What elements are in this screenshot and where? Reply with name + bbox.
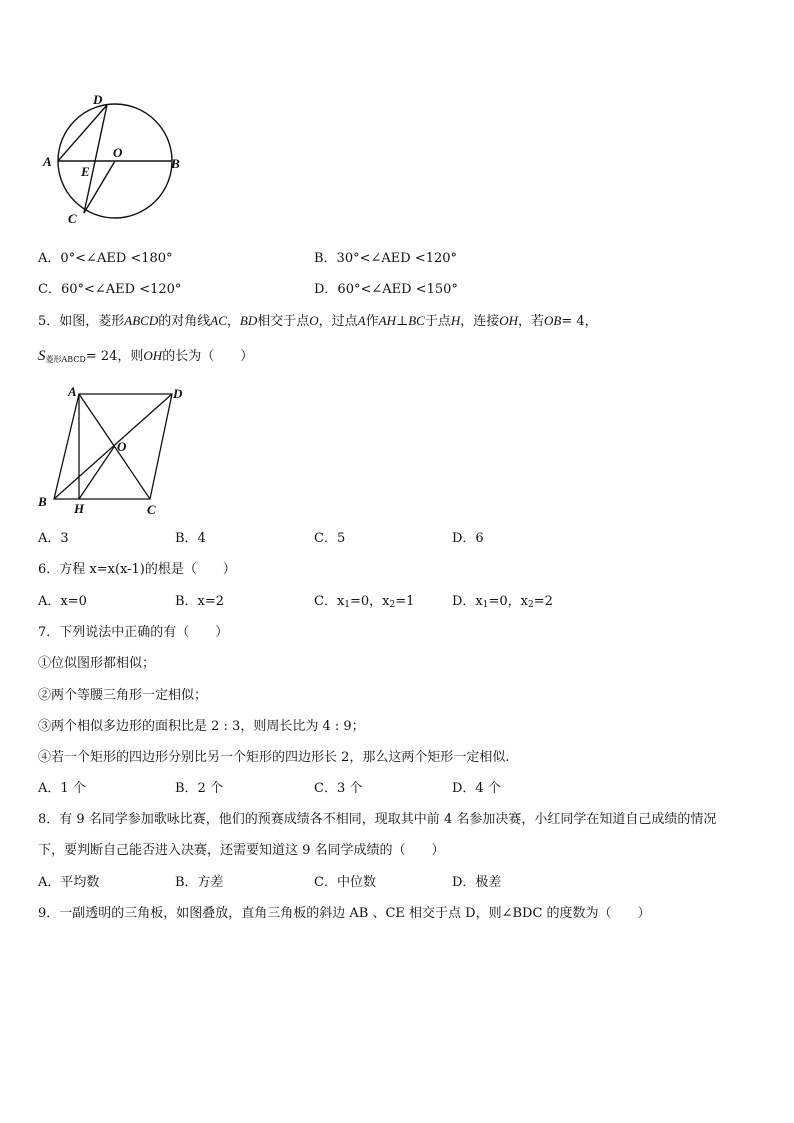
q5-stem-line1: 5．如图，菱形ABCD的对角线AC，BD相交于点O，过点A作AH⊥BC于点H，连接OH，若OB= 4， bbox=[38, 313, 598, 329]
diagonal-bd bbox=[54, 394, 172, 499]
label-a: A bbox=[68, 384, 77, 399]
label-o: O bbox=[113, 145, 123, 160]
label-e: E bbox=[81, 164, 90, 179]
q8-stem-line1: 8．有 9 名同学参加歌咏比赛，他们的预赛成绩各不相同，现取其中前 4 名参加决赛，小红同学在知道自己成绩的情况 bbox=[38, 812, 717, 827]
label-a: A bbox=[43, 154, 52, 169]
q8-stem-line2: 下，要判断自己能否进入决赛，还需要知道这 9 名同学成绩的（ ） bbox=[38, 843, 445, 858]
q6-option-a: A．x=0 bbox=[38, 594, 87, 609]
q5-option-b: B．4 bbox=[175, 531, 206, 546]
q4-option-b: B．30°<∠AED <120° bbox=[314, 251, 458, 266]
label-o: O bbox=[117, 439, 127, 454]
q7-statement-3: ③两个相似多边形的面积比是 2 : 3，则周长比为 4 : 9； bbox=[38, 719, 365, 734]
q6-option-b: B．x=2 bbox=[175, 594, 225, 609]
q7-option-b: B．2 个 bbox=[175, 781, 223, 796]
q7-statement-2: ②两个等腰三角形一定相似； bbox=[38, 688, 208, 703]
q5-option-d: D．6 bbox=[452, 531, 484, 546]
segment-oh bbox=[79, 447, 114, 499]
label-d: D bbox=[93, 92, 103, 107]
q7-option-c: C．3 个 bbox=[314, 781, 363, 796]
q7-statement-1: ①位似图形都相似； bbox=[38, 656, 156, 671]
label-b: B bbox=[171, 156, 180, 171]
q4-option-a: A．0°<∠AED <180° bbox=[38, 251, 173, 266]
q4-option-c: C．60°<∠AED <120° bbox=[38, 282, 182, 297]
label-h: H bbox=[74, 501, 85, 516]
label-c: C bbox=[68, 211, 77, 226]
q8-option-a: A．平均数 bbox=[38, 875, 100, 890]
q6-stem: 6．方程 x=x(x-1)的根是（ ） bbox=[38, 562, 236, 577]
q5-stem-line2: $S_{菱形ABCD}= 24$，则OH的长为（ ） bbox=[38, 348, 254, 364]
q5-option-c: C．5 bbox=[314, 531, 346, 546]
q8-option-d: D．极差 bbox=[452, 875, 502, 890]
label-c: C bbox=[147, 502, 156, 517]
q6-option-c: C．$x_1=0$，$x_2=1$ bbox=[314, 594, 415, 610]
q7-stem: 7．下列说法中正确的有（ ） bbox=[38, 625, 229, 640]
label-d: D bbox=[173, 386, 183, 401]
label-b: B bbox=[38, 494, 47, 509]
q8-option-b: B．方差 bbox=[175, 875, 224, 890]
q8-option-c: C．中位数 bbox=[314, 875, 376, 890]
q7-statement-4: ④若一个矩形的四边形分别比另一个矩形的四边形长 2，那么这两个矩形一定相似. bbox=[38, 750, 510, 765]
q9-stem: 9．一副透明的三角板，如图叠放，直角三角板的斜边 AB 、CE 相交于点 D，则∠BDC 的度数为（ ） bbox=[38, 906, 651, 921]
q5-option-a: A．3 bbox=[38, 531, 69, 546]
q7-option-d: D．4 个 bbox=[452, 781, 501, 796]
q6-option-d: D．$x_1=0$，$x_2=2$ bbox=[452, 594, 553, 610]
q7-option-a: A．1 个 bbox=[38, 781, 86, 796]
chord-dc bbox=[84, 105, 107, 213]
rhombus-figure bbox=[34, 382, 194, 520]
circle-figure bbox=[40, 90, 190, 230]
q4-option-d: D．60°<∠AED <150° bbox=[314, 282, 458, 297]
